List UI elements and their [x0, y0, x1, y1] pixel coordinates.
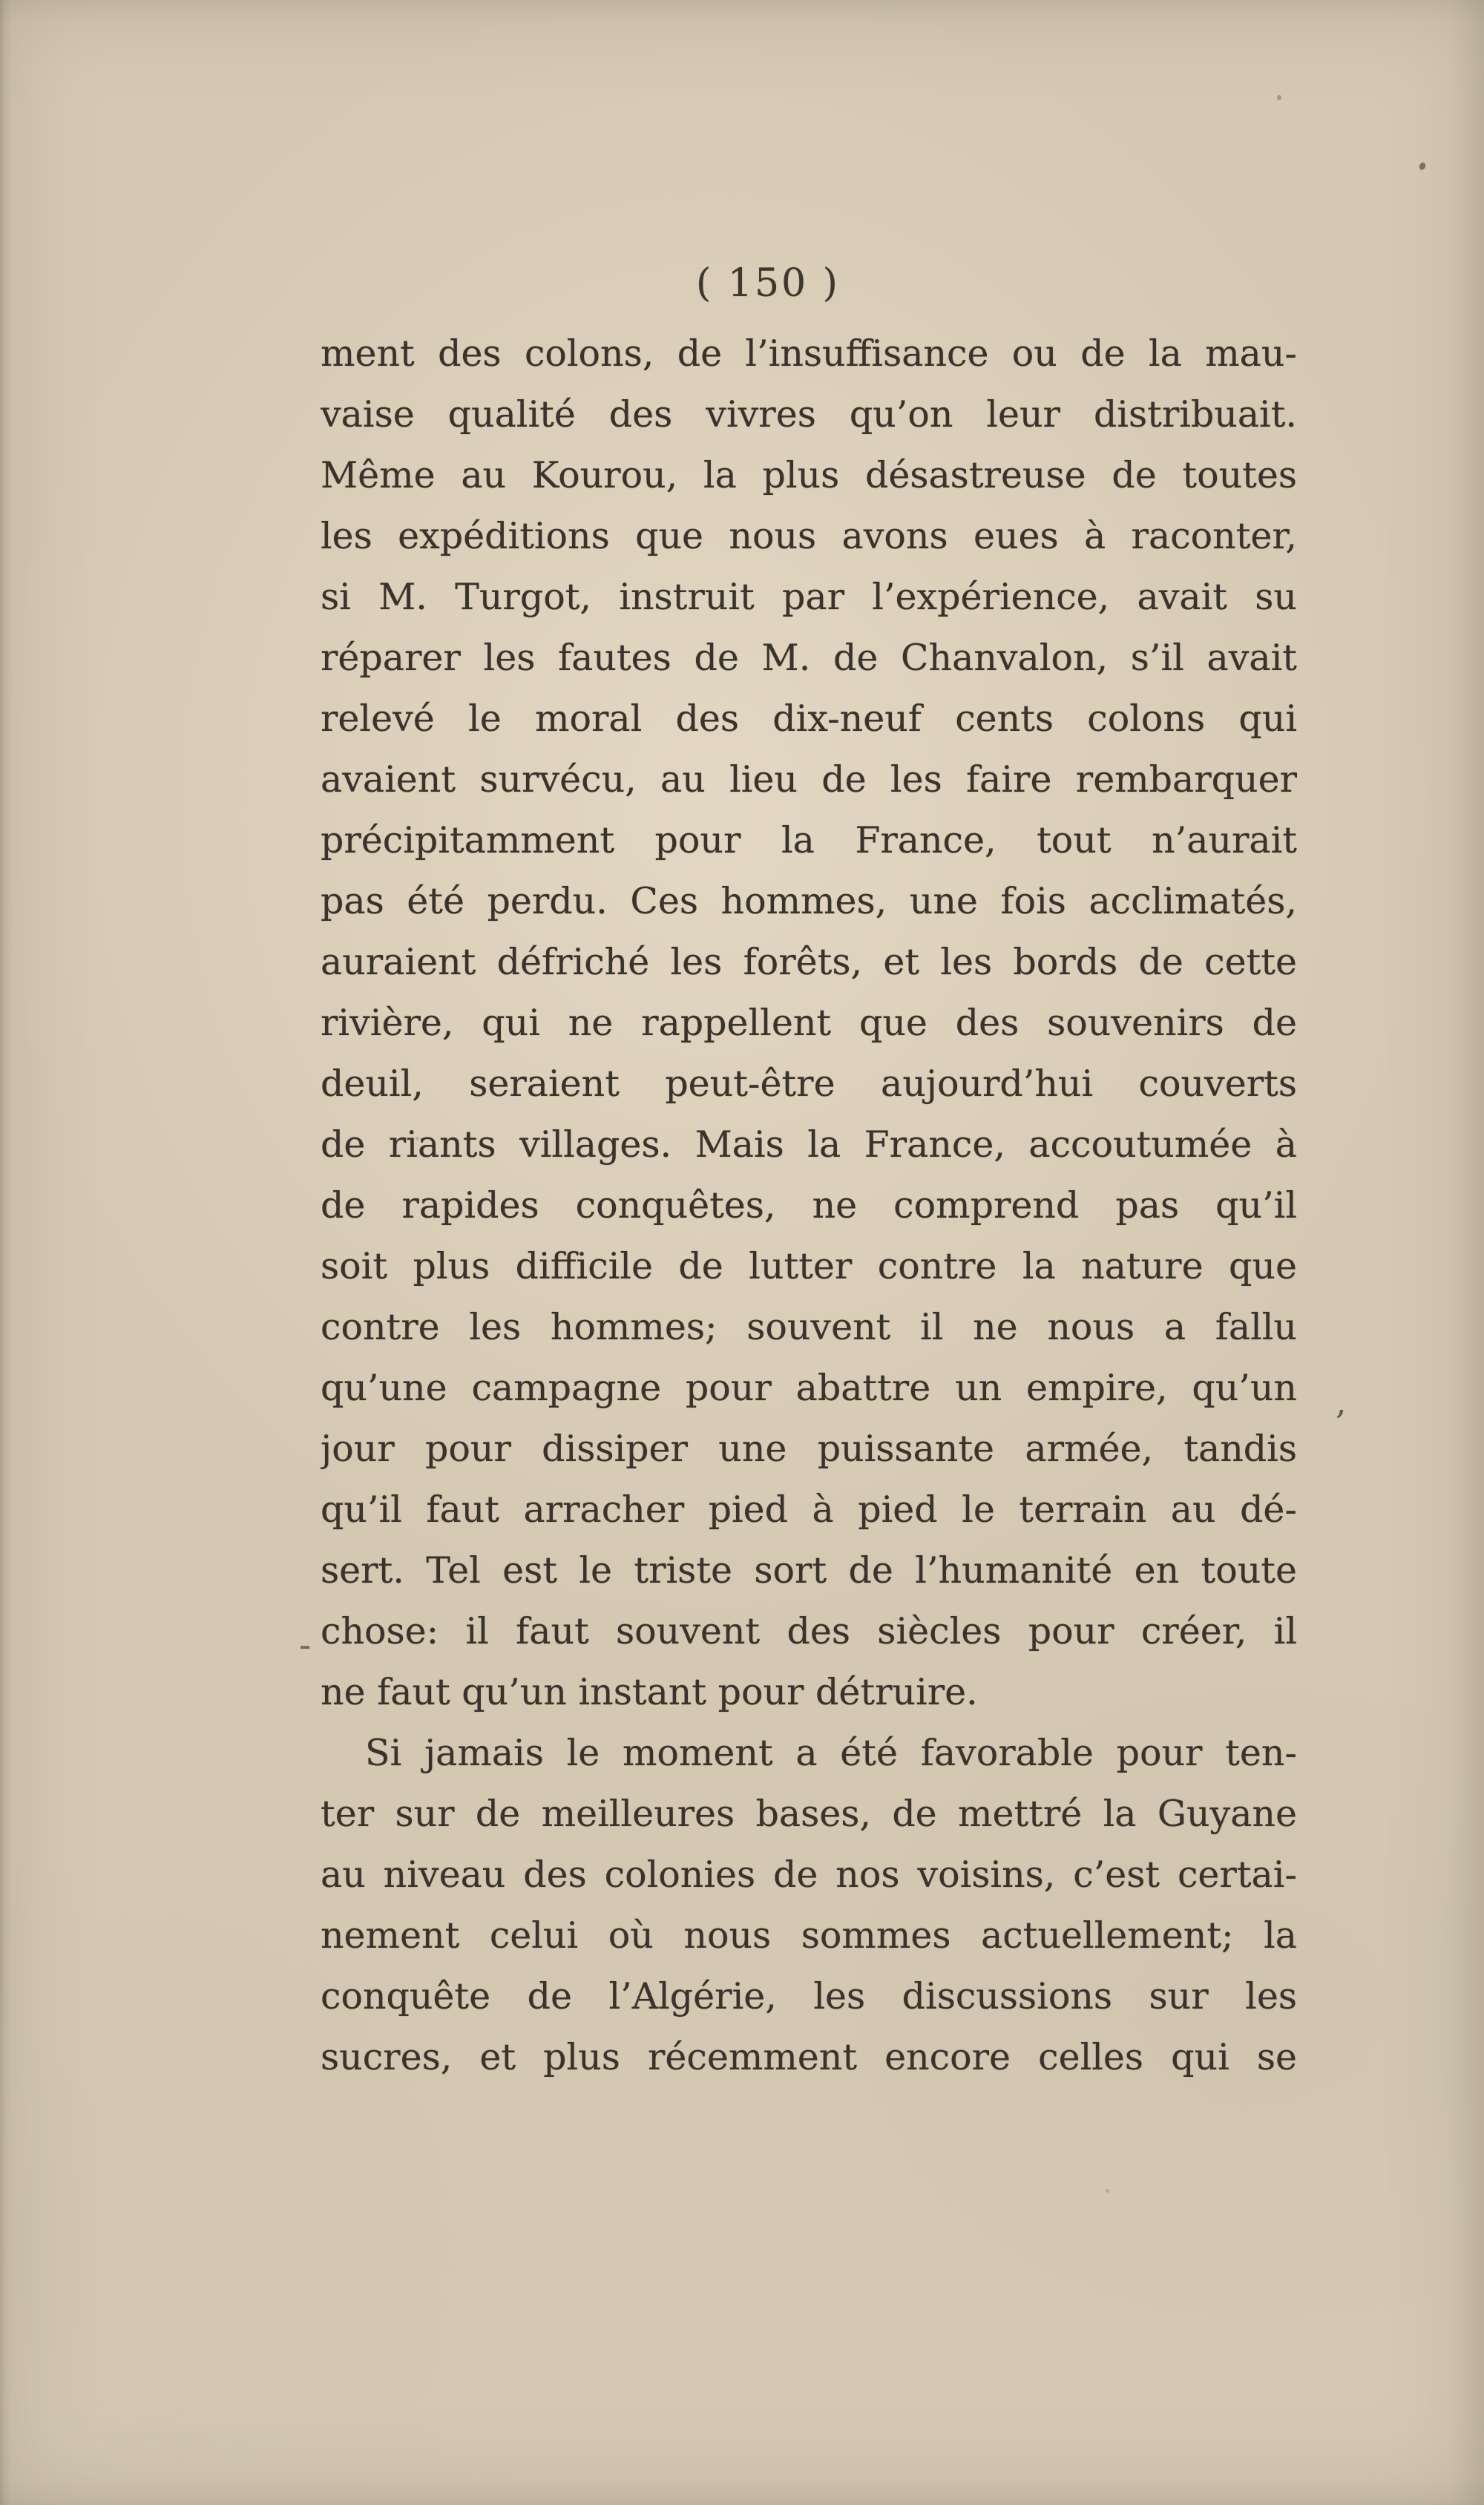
text-line: ne faut qu’un instant pour détruire. [321, 1671, 978, 1713]
text-line: chose: il faut souvent des siècles pour créer, il [321, 1610, 1297, 1652]
text-line: relevé le moral des dix-neuf cents colons qui [321, 697, 1297, 740]
ink-speck [416, 1137, 419, 1140]
ink-speck [1277, 95, 1281, 100]
text-line: deuil, seraient peut-être aujourd’hui couverts [321, 1063, 1297, 1105]
text-line: rivière, qui ne rappellent que des souvenirs de [321, 1002, 1297, 1044]
text-line: soit plus difficile de lutter contre la nature que [321, 1245, 1297, 1287]
text-line: les expéditions que nous avons eues à raconter, [321, 515, 1297, 557]
text-line: qu’une campagne pour abattre un empire, qu’un [321, 1367, 1297, 1409]
text-line: sert. Tel est le triste sort de l’humanité en toute [321, 1549, 1297, 1592]
page-number: ( 150 ) [696, 261, 840, 306]
text-line: conquête de l’Algérie, les discussions sur les [321, 1975, 1297, 2018]
ink-speck [1106, 2189, 1109, 2193]
text-line: nement celui où nous sommes actuellement; la [321, 1914, 1297, 1957]
text-line: si M. Turgot, instruit par l’expérience, avait su [321, 576, 1297, 618]
text-line: ment des colons, de l’insuffisance ou de la mau- [321, 332, 1297, 375]
text-line: réparer les fautes de M. de Chanvalon, s’il avait [321, 637, 1297, 679]
margin-ink-mark: - [299, 1624, 312, 1666]
text-line: ter sur de meilleures bases, de mettré la Guyane [321, 1793, 1297, 1835]
text-line: précipitamment pour la France, tout n’aurait [321, 819, 1297, 861]
text-line: au niveau des colonies de nos voisins, c’est certai- [321, 1854, 1297, 1896]
text-line: pas été perdu. Ces hommes, une fois acclimatés, [321, 880, 1297, 922]
text-line: qu’il faut arracher pied à pied le terrain au dé- [321, 1488, 1297, 1531]
text-line: jour pour dissiper une puissante armée, tandis [321, 1428, 1297, 1470]
text-line: auraient défriché les forêts, et les bords de cette [321, 941, 1297, 983]
stray-comma-mark: , [1336, 1382, 1347, 1422]
text-line: sucres, et plus récemment encore celles qui se [321, 2036, 1297, 2078]
text-line: de riants villages. Mais la France, accoutumée à [321, 1123, 1297, 1166]
text-line: contre les hommes; souvent il ne nous a fallu [321, 1306, 1297, 1348]
text-line: Si jamais le moment a été favorable pour ten- [365, 1732, 1297, 1774]
text-line: avaient survécu, au lieu de les faire rembarquer [321, 758, 1297, 801]
text-line: de rapides conquêtes, ne comprend pas qu’il [321, 1184, 1297, 1227]
text-line: vaise qualité des vivres qu’on leur distribuait. [321, 393, 1297, 436]
text-line: Même au Kourou, la plus désastreuse de toutes [321, 454, 1297, 496]
page-text-block [321, 324, 1297, 2088]
